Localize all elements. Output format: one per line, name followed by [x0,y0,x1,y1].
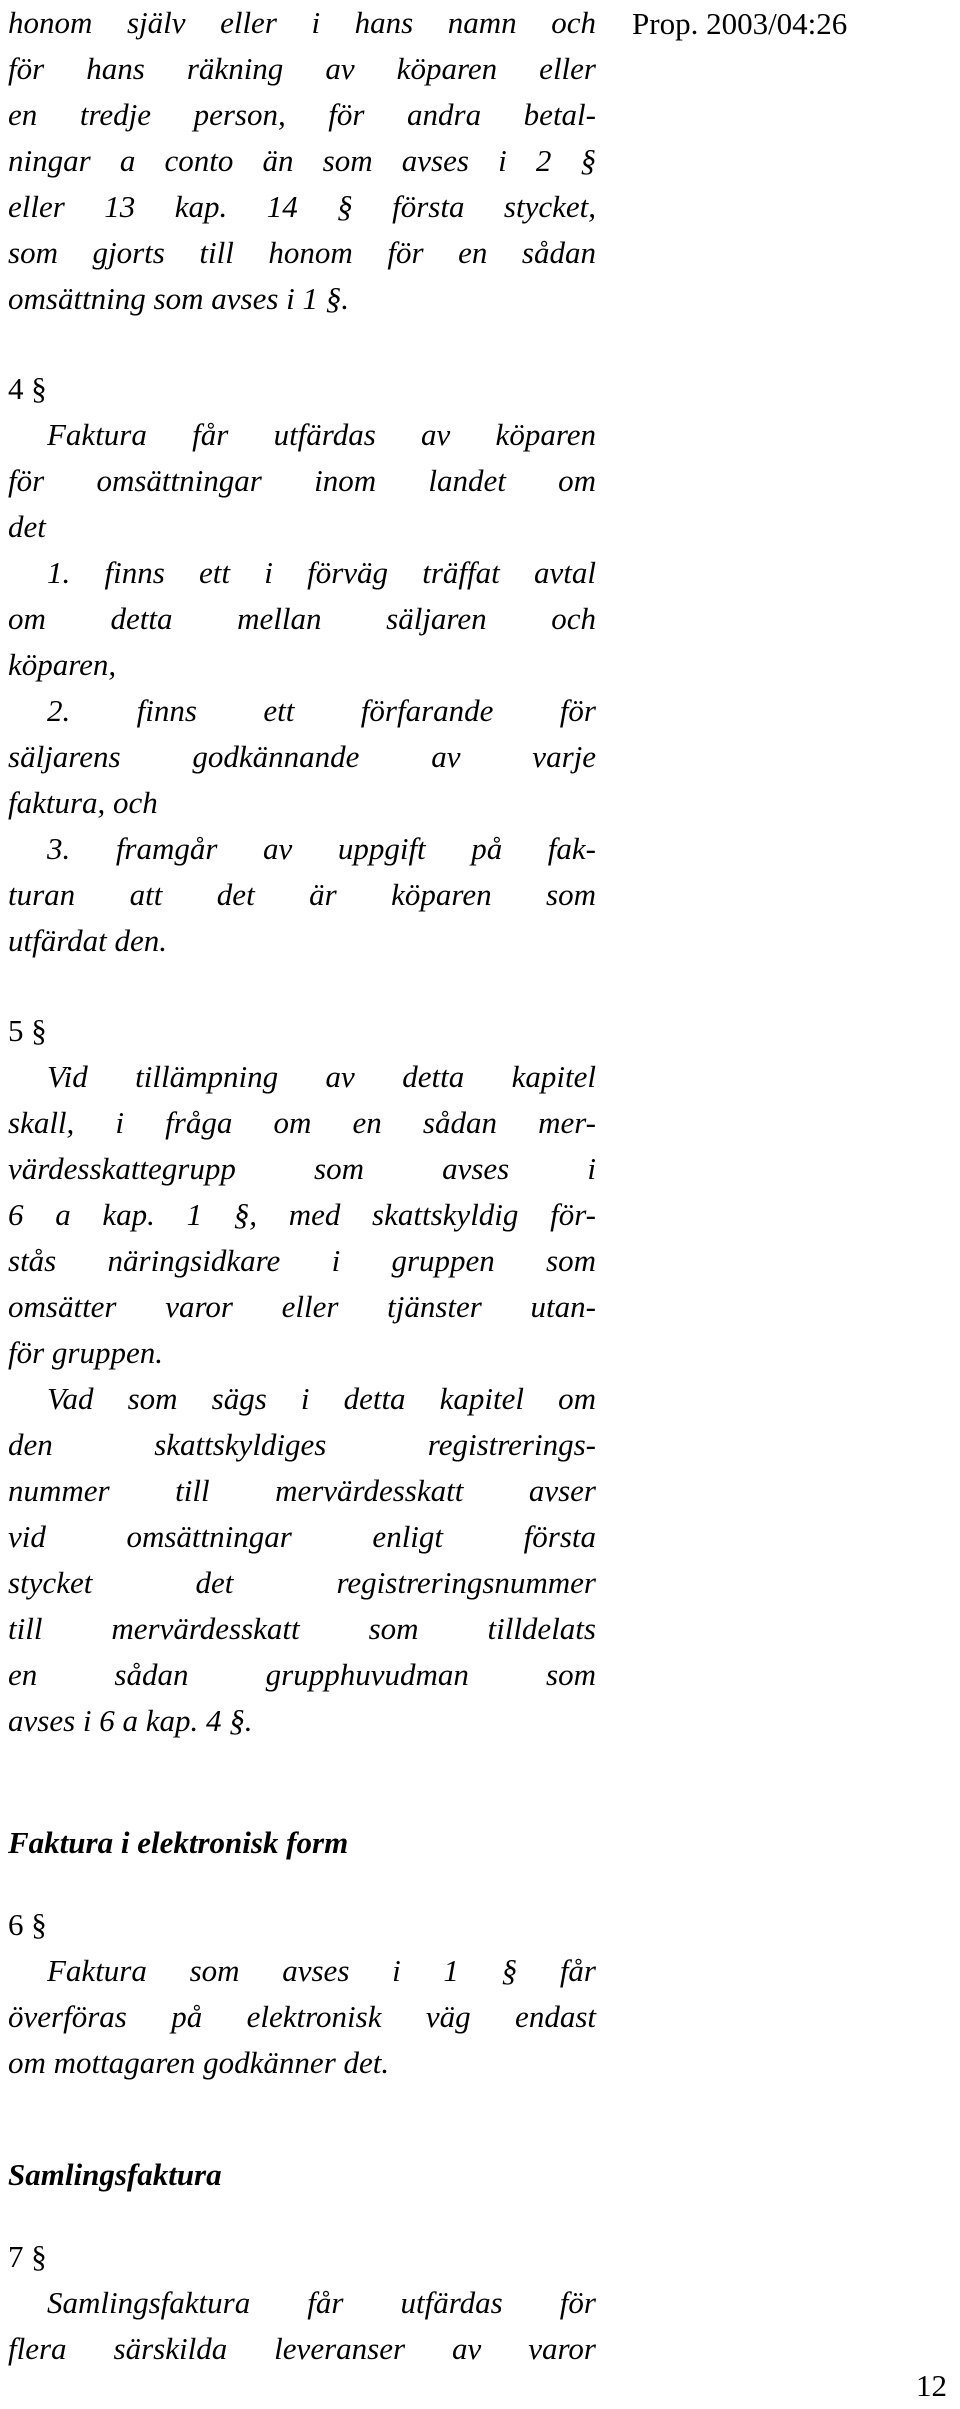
text-line: Vad som sägs i detta kapitel om [47,1381,596,1416]
text-line: Faktura får utfärdas av köparen [47,417,596,452]
list-item-3: 3. framgår av uppgift på fak- [47,831,596,866]
section-5-heading: 5 § [8,1013,47,1048]
text-line: överföras på elektronisk väg endast [8,1999,596,2034]
text-line: för hans räkning av köparen eller [8,51,596,86]
list-item-1: 1. finns ett i förväg träffat avtal [47,555,596,590]
text-line: omsätter varor eller tjänster utan- [8,1289,596,1324]
text-line: Faktura som avses i 1 § får [47,1953,596,1988]
text-line: det [8,509,46,544]
section-6-heading: 6 § [8,1907,47,1942]
text-line: för omsättningar inom landet om [8,463,596,498]
heading-collective-invoice: Samlingsfaktura [8,2157,222,2192]
text-line: värdesskattegrupp som avses i [8,1151,596,1186]
text-line: en sådan grupphuvudman som [8,1657,596,1692]
text-line: den skattskyldiges registrerings- [8,1427,596,1462]
text-line: stycket det registreringsnummer [8,1565,596,1600]
text-line: till mervärdesskatt som tilldelats [8,1611,596,1646]
text-line: för gruppen. [8,1335,163,1370]
text-line: en tredje person, för andra betal- [8,97,596,132]
text-line: vid omsättningar enligt första [8,1519,596,1554]
text-line: nummer till mervärdesskatt avser [8,1473,596,1508]
text-line: ningar a conto än som avses i 2 § [8,143,596,178]
section-4-heading: 4 § [8,371,47,406]
section-7-heading: 7 § [8,2239,47,2274]
list-item-2: 2. finns ett förfarande för [47,693,596,728]
text-line: om detta mellan säljaren och [8,601,596,636]
heading-electronic-invoice: Faktura i elektronisk form [8,1825,349,1860]
text-line: om mottagaren godkänner det. [8,2045,390,2080]
text-line: 6 a kap. 1 §, med skattskyldig för- [8,1197,596,1232]
text-line: säljarens godkännande av varje [8,739,596,774]
text-line: utfärdat den. [8,923,168,958]
text-line: omsättning som avses i 1 §. [8,281,349,316]
text-line: flera särskilda leveranser av varor [8,2331,596,2366]
text-line: eller 13 kap. 14 § första stycket, [8,189,596,224]
text-line: skall, i fråga om en sådan mer- [8,1105,596,1140]
proposition-reference: Prop. 2003/04:26 [632,6,848,41]
text-line: Samlingsfaktura får utfärdas för [47,2285,596,2320]
text-line: Vid tillämpning av detta kapitel [47,1059,596,1094]
text-line: som gjorts till honom för en sådan [8,235,596,270]
text-line: faktura, och [8,785,158,820]
text-line: stås näringsidkare i gruppen som [8,1243,596,1278]
text-line: köparen, [8,647,117,682]
text-line: turan att det är köparen som [8,877,596,912]
text-line: honom själv eller i hans namn och [8,5,596,40]
text-line: avses i 6 a kap. 4 §. [8,1703,253,1738]
page-number: 12 [916,2368,947,2403]
